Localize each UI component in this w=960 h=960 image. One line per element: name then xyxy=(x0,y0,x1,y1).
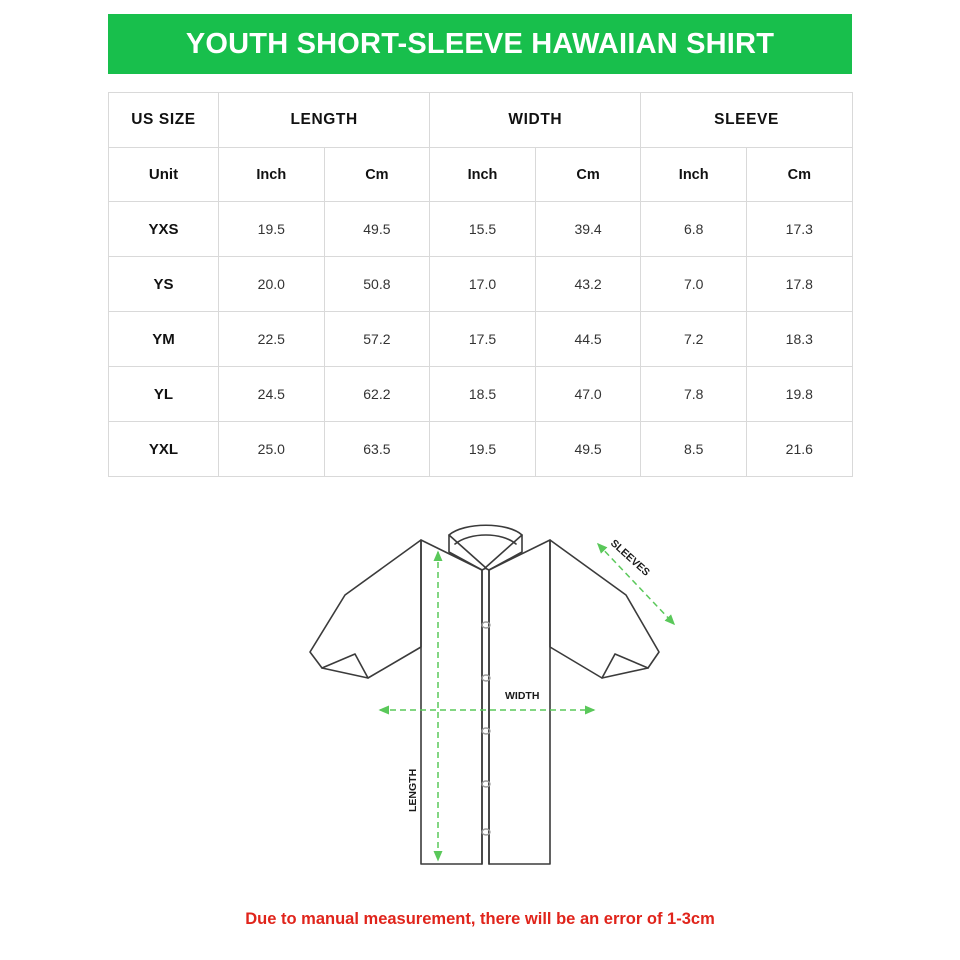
row-width-inch: 17.5 xyxy=(430,312,536,367)
measurement-disclaimer: Due to manual measurement, there will be an error of 1-3cm xyxy=(245,910,715,928)
unit-length-inch: Inch xyxy=(219,148,325,202)
row-sleeve-inch: 6.8 xyxy=(641,202,747,257)
row-sleeve-cm: 17.8 xyxy=(747,257,853,312)
unit-sleeve-cm: Cm xyxy=(747,148,853,202)
row-sleeve-cm: 19.8 xyxy=(747,367,853,422)
row-width-cm: 44.5 xyxy=(535,312,641,367)
row-sleeve-inch: 8.5 xyxy=(641,422,747,477)
unit-sleeve-inch: Inch xyxy=(641,148,747,202)
header-us-size: US SIZE xyxy=(109,93,219,148)
row-size: YXS xyxy=(109,202,219,257)
measurement-arrows xyxy=(380,544,674,860)
page-title: YOUTH SHORT-SLEEVE HAWAIIAN SHIRT xyxy=(185,27,775,60)
row-width-inch: 18.5 xyxy=(430,367,536,422)
row-width-inch: 15.5 xyxy=(430,202,536,257)
title-banner xyxy=(108,14,852,74)
table-header-row xyxy=(109,93,853,148)
unit-label: Unit xyxy=(109,148,219,202)
shirt-diagram xyxy=(250,492,720,882)
label-length: LENGTH xyxy=(407,768,419,812)
row-length-inch: 25.0 xyxy=(219,422,325,477)
header-width: WIDTH xyxy=(430,93,641,148)
row-width-inch: 19.5 xyxy=(430,422,536,477)
unit-width-inch: Inch xyxy=(430,148,536,202)
row-length-inch: 19.5 xyxy=(219,202,325,257)
header-sleeve: SLEEVE xyxy=(641,93,852,148)
table-unit-row xyxy=(109,148,853,202)
label-width: WIDTH xyxy=(505,690,540,702)
table-row xyxy=(109,312,853,367)
table-row xyxy=(109,422,853,477)
row-size: YM xyxy=(109,312,219,367)
row-width-inch: 17.0 xyxy=(430,257,536,312)
row-sleeve-cm: 17.3 xyxy=(747,202,853,257)
table-row xyxy=(109,367,853,422)
unit-width-cm: Cm xyxy=(535,148,641,202)
table-row xyxy=(109,202,853,257)
row-length-inch: 20.0 xyxy=(219,257,325,312)
row-sleeve-inch: 7.8 xyxy=(641,367,747,422)
row-length-cm: 49.5 xyxy=(324,202,430,257)
row-sleeve-inch: 7.0 xyxy=(641,257,747,312)
label-sleeves: SLEEVES xyxy=(607,537,653,579)
unit-length-cm: Cm xyxy=(324,148,430,202)
header-length: LENGTH xyxy=(219,93,430,148)
row-sleeve-cm: 18.3 xyxy=(747,312,853,367)
row-length-cm: 63.5 xyxy=(324,422,430,477)
row-width-cm: 49.5 xyxy=(535,422,641,477)
row-length-cm: 57.2 xyxy=(324,312,430,367)
size-table xyxy=(108,92,853,477)
row-size: YXL xyxy=(109,422,219,477)
row-width-cm: 43.2 xyxy=(535,257,641,312)
row-sleeve-inch: 7.2 xyxy=(641,312,747,367)
shirt-outline-icon xyxy=(310,525,659,864)
row-sleeve-cm: 21.6 xyxy=(747,422,853,477)
row-length-inch: 22.5 xyxy=(219,312,325,367)
row-width-cm: 47.0 xyxy=(535,367,641,422)
row-length-cm: 62.2 xyxy=(324,367,430,422)
row-length-inch: 24.5 xyxy=(219,367,325,422)
row-width-cm: 39.4 xyxy=(535,202,641,257)
row-size: YL xyxy=(109,367,219,422)
row-length-cm: 50.8 xyxy=(324,257,430,312)
row-size: YS xyxy=(109,257,219,312)
table-row xyxy=(109,257,853,312)
